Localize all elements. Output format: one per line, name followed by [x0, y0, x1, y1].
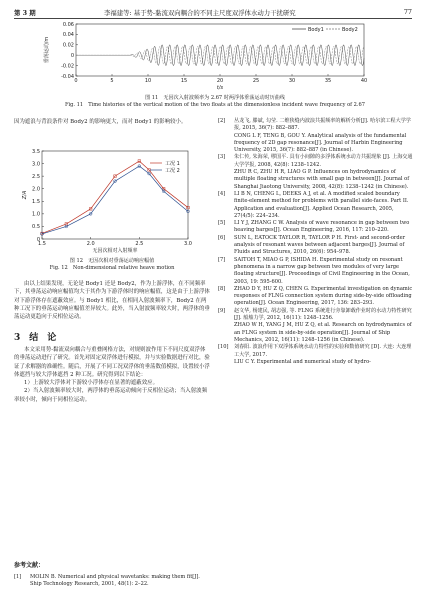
- x-tick-label: 30: [288, 78, 296, 84]
- reference-number: [7]: [218, 256, 226, 263]
- fig12-relative-heave-chart: [18, 145, 198, 260]
- fig11-time-history-chart: [38, 18, 408, 94]
- reference-item: [218, 257, 414, 286]
- x-tick-label: 15: [180, 78, 188, 84]
- y-axis-label: Z/A: [22, 190, 28, 200]
- references-heading: 参考文献：: [14, 562, 45, 569]
- conclusion-point-2: 2）当入射波频率较大时，两浮体的垂荡运动倾向于反相位运动；当入射波频率较小时，倾向于同相位运动。: [14, 388, 208, 403]
- y-tick-label: 3.5: [32, 148, 40, 155]
- conclusion-intro: 本文采用势-黏流双向耦合与重叠网格方法，对规则波作用下不同尺度双浮体的垂荡运动进行了研究。首先对固定双浮体进行模拟，并与实验数据进行对比，验证了求解器的准确性。随后，开展了不同工况双浮体的垂荡数值模拟，设置较小浮体遮挡与较大浮体遮挡 2 种工况。研究得到以下结论：: [14, 347, 210, 378]
- reference-item: [218, 308, 414, 323]
- reference-list: [218, 118, 414, 366]
- y-tick-label: 3.0: [32, 161, 40, 168]
- y-tick-label: 0: [36, 236, 40, 243]
- reference-number: [6]: [218, 234, 226, 241]
- y-tick-label: 1.5: [32, 199, 40, 206]
- x-tick-label: 35: [324, 78, 332, 84]
- fig12-caption: [14, 258, 210, 272]
- reference-item: [218, 344, 414, 359]
- legend-label: 工况 1: [165, 160, 180, 167]
- x-tick-label: 20: [216, 78, 224, 84]
- x-tick-label: 2.0: [86, 241, 95, 247]
- reference-item: [218, 359, 414, 366]
- x-tick-label: 10: [144, 78, 152, 84]
- reference-item: [218, 235, 414, 257]
- reference-item: [218, 220, 414, 235]
- legend-label: Body2: [342, 27, 358, 33]
- reference-item: [218, 191, 414, 220]
- reference-number: [218, 359, 234, 366]
- y-tick-label: 0.02: [62, 42, 74, 49]
- reference-text: SAITOH T, MIAO G P, ISHIDA H. Experimental study on resonant phenomena in a narrow gap between two modules of very large floating structure[J]. Proceedings of Civil Engineering in the Ocean, 2003, 19: 595-600.: [234, 256, 410, 285]
- fig11-caption-cn: 图 11 无因次入射波频率为 2.67 时两浮体垂荡运动时历曲线: [145, 95, 285, 101]
- reference-number: [2]: [218, 118, 226, 124]
- conclusion-body: [14, 346, 210, 404]
- y-tick-label: 0.04: [62, 32, 74, 39]
- x-tick-label: 5: [110, 78, 114, 84]
- reference-number: [9]: [218, 307, 226, 314]
- legend-label: 工况 2: [165, 167, 180, 174]
- reference-text: ZHAO D Y, HU Z Q, CHEN G. Experimental investigation on dynamic responses of FLNG connection system during side-by-side offloading operation[J]. Ocean Engineering, 2017, 136: 283–293.: [234, 285, 413, 307]
- y-tick-label: 1.0: [32, 211, 40, 218]
- reference-number: [5]: [218, 220, 226, 227]
- reference-text: LI Y J, ZHANG C W. Analysis of wave resonance in gap between two heaving barges[J]. Ocean Engineering, 2016, 117: 210–220.: [234, 220, 410, 234]
- x-axis-label: 无因次相对入射频率: [92, 248, 138, 254]
- y-tick-label: 2.0: [32, 186, 40, 193]
- x-tick-label: 2.5: [135, 241, 144, 247]
- reference-text: ZHAO W H, YANG J M, HU Z Q, et al. Research on hydrodynamics of an FLNG system in side-by-side operation[J]. Journal of Ship Mechanics, 2012, 16(11): 1248–1256 (in Chinese).: [234, 322, 412, 343]
- reference-text: 丛龙飞, 滕斌, 勾莹. 二维狭缝内波浪共振频率的解析分析[J]. 哈尔滨工程大学学报, 2015, 36(7): 882–887.: [234, 118, 411, 132]
- fig12-caption-en: Fig. 12 Non-dimensional relative heave motion: [49, 265, 175, 271]
- reference-text: 赵文华, 杨建民, 胡志强, 等. FLNG 系统进行旁靠卸载作业时的水动力特性研究[J]. 船舶力学, 2012, 16(11): 1248–1256.: [234, 307, 412, 322]
- legend-label: Body1: [308, 27, 324, 33]
- reference-item: [218, 133, 414, 155]
- reference-text: 朱仁传, 朱海荣, 缪国平. 具有小间隙的多浮体系统水动力共振现象 [J]. 上海交通大学学报, 2008, 42(8): 1238–1242.: [234, 154, 413, 168]
- running-title: 李福建等: 基于势-黏流双向耦合的不同主尺度双浮体水动力干扰研究: [104, 9, 296, 17]
- reference-text: LIU C Y. Experimental and numerical study of hydro-: [234, 358, 371, 365]
- reference-item: [218, 154, 414, 169]
- left-paragraph-2: 由以上结果发现，无论是 Body1 还是 Body2，作为上游浮体，在不同频率下，其垂荡运动响应幅值均大于其作为下游浮体时的响应幅值，这是由于上游浮体对下游浮体存在遮蔽效应。与 Body1 相比，在相同入射波频率下，Body2 在两种工况下的垂荡运动响应幅值差异较大。此外，当入射波频率较大时，两浮体的垂荡运动更趋向于反相位运动。: [14, 281, 210, 321]
- reference-number: [8]: [218, 285, 226, 292]
- x-tick-label: 25: [252, 78, 260, 84]
- x-tick-label: 3.0: [184, 241, 192, 247]
- x-tick-label: 0: [74, 78, 78, 84]
- reference-number: [218, 133, 234, 155]
- reference-number: [10]: [218, 344, 229, 351]
- x-tick-label: 40: [360, 78, 368, 84]
- y-tick-label: 0.06: [62, 21, 74, 28]
- x-axis-label: t/s: [216, 85, 224, 91]
- left-paragraph-1: 因为遮浪与背浪条件对 Body2 的影响更大，而对 Body1 的影响较小。: [14, 119, 187, 125]
- reference-number: [218, 169, 234, 191]
- conclusion-point-1: 1）上游较大浮体对下游较小浮体存在显著的遮蔽效应。: [24, 380, 159, 387]
- y-tick-label: 2.5: [32, 173, 40, 180]
- reference-item: [218, 118, 414, 133]
- page-number: 77: [403, 8, 412, 16]
- reference-text: ZHU R C, ZHU H R, LIAO G P. Influences on hydrodynamics of multiple floating structures with small gap in between[J]. Journal of Shanghai Jiaotong University, 2008, 42(8): 1238–1242 (in Chinese).: [234, 169, 410, 190]
- reference-number: [3]: [218, 154, 226, 161]
- reference-text: SUN L, EATOCK TAYLOR R, TAYLOR P H. First- and second-order analysis of resonant waves between adjacent barges[J]. Journal of Fluids and Structures, 2010, 26(6): 954–978.: [234, 234, 406, 256]
- y-tick-label: -0.04: [61, 73, 74, 80]
- y-tick-label: -0.02: [61, 63, 74, 70]
- reference-1: [1] MOLIN B. Numerical and physical wavetanks: making them fit[J]. Ship Technology Research, 2001, 48(1): 2–22.: [14, 574, 200, 588]
- issue-number: 第 3 期: [14, 9, 36, 17]
- reference-text: 刘春阳. 波浪作用下双浮体系统水动力特性的实验和数值研究 [D]. 大连: 大连理工大学, 2017.: [234, 344, 412, 358]
- x-tick-label: 1.5: [38, 241, 46, 247]
- section-conclusion-title: 3 结 论: [14, 333, 57, 343]
- reference-text: CONG L F, TENG B, GOU Y. Analytical analysis of the fundamental frequency of 2D gap resonance[J]. Journal of Harbin Engineering University, 2015, 36(7): 882–887 (in Chinese).: [234, 132, 407, 154]
- reference-number: [4]: [218, 190, 226, 197]
- reference-item: [218, 322, 414, 344]
- y-tick-label: 0: [70, 53, 74, 59]
- reference-item: [218, 286, 414, 308]
- reference-number: [218, 322, 234, 344]
- reference-text: LI B N, CHENG L, DEEKS A J, et al. A modified scaled boundary finite-element method for problems with parallel side-faces. Part II. Application and evaluation[J]. Applied Ocean Research, 2005, 27(4/5): 224–234.: [234, 190, 409, 219]
- fig11-caption: [20, 95, 410, 109]
- fig12-caption-cn: 图 12 无因次相对垂荡运动响应幅值: [69, 258, 155, 264]
- y-axis-label: 垂荡运动/m: [44, 36, 50, 64]
- fig11-caption-en: Fig. 11 Time histories of the vertical motion of the two floats at the dimensionless incident wave frequency of 2.67: [64, 102, 365, 108]
- reference-item: [218, 169, 414, 191]
- y-tick-label: 0.5: [32, 224, 40, 231]
